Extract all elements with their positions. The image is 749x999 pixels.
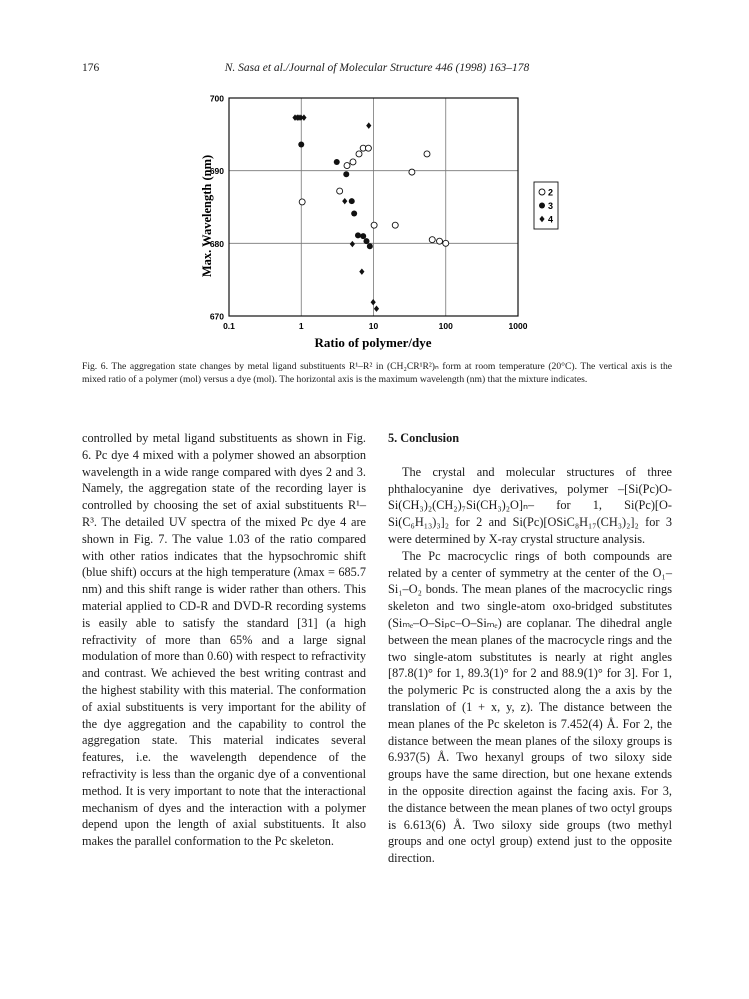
data-point-series-2 <box>392 222 398 228</box>
y-tick-label: 700 <box>209 93 224 104</box>
data-point-series-4 <box>371 299 376 305</box>
data-point-series-3 <box>349 198 355 204</box>
y-tick-label: 690 <box>209 166 224 177</box>
data-point-series-2 <box>356 151 362 157</box>
body-paragraph: controlled by metal ligand substituents as shown in Fig. 6. Pc dye 4 mixed with a polymer showed an absorption wavelength in a wide range compared with dyes 2 and 3. Namely, the aggregation state of the recording layer is controlled by choosing the set of axial substituents R¹–R³. The detailed UV spectra of the mixed Pc dye 4 are shown in Fig. 7. The value 1.03 of the ratio compared with other ratios indicates that the hypsochromic shift (blue shift) occurs at the high temperature (λmax = 685.7 nm) and this shift range is wider rather than others. This material applied to CD-R and DVD-R recording systems is easily able to satisfy the standard [31] (a high refractivity of more than 65% and a large signal modulation of more than 0.60) with respect to refractivity and contrast. We achieved the best writing contrast and the highest stability with this material. The conformation of axial substituents is very important for the ability of the dye aggregation and the capability to control the aggregation state. This material indicates several features, i.e. the wavelength dependence of the refractivity is less than the organic dye of a conventional method. It is very important to note that the interactional mechanism of dyes and the interaction with a polymer depend upon the length of axial substituents. It also makes the parallel conformation to the Pc skeleton. <box>82 431 366 849</box>
data-point-series-3 <box>360 233 366 239</box>
y-tick-label: 670 <box>209 311 224 322</box>
section-title: 5. Conclusion <box>388 431 460 445</box>
data-point-series-2 <box>424 151 430 157</box>
data-point-series-4 <box>359 268 364 274</box>
x-tick-label: 1000 <box>508 321 528 331</box>
data-point-series-2 <box>344 163 350 169</box>
data-point-series-2 <box>365 145 371 151</box>
data-point-series-2 <box>409 169 415 175</box>
data-point-series-3 <box>355 232 361 238</box>
right-column <box>388 430 672 867</box>
data-point-series-3 <box>343 171 349 177</box>
y-axis-label: Max. Wavelength (nm) <box>200 154 214 278</box>
data-point-series-3 <box>298 142 304 148</box>
y-tick-label: 680 <box>209 238 224 249</box>
data-point-series-3 <box>363 238 369 244</box>
legend-label: 2 <box>548 187 554 198</box>
data-point-series-2 <box>371 222 377 228</box>
data-point-series-2 <box>299 199 305 205</box>
x-axis-label: Ratio of polymer/dye <box>314 335 432 350</box>
x-tick-label: 1 <box>298 321 304 331</box>
data-point-series-4 <box>366 122 371 128</box>
figure-caption: Fig. 6. The aggregation state changes by metal ligand substituents R¹–R² in (CH₂CR¹R²)ₙ form at room temperature (20°C). The vertical axis is the mixed ratio of a polymer (mol) versus a dye (mol). The horizontal axis is the maximum wavelength (nm) that the mixture indicates. <box>82 361 672 385</box>
data-point-series-2 <box>350 159 356 165</box>
data-points <box>292 114 448 312</box>
journal-citation: N. Sasa et al./Journal of Molecular Structure 446 (1998) 163–178 <box>224 62 530 74</box>
body-paragraph: The crystal and molecular structures of three phthalocyanine dye derivatives, polymer –[Si(Pc)O-Si(CH₃)₂(CH₂)₇Si(CH₃)₂O]ₙ– for 1, Si(Pc)[O-Si(C₆H₁₃)₃]₂ for 2 and Si(Pc)[OSiC₈H₁₇(CH₃)₂]₂ for 3 were determined by X-ray crystal structure analysis. <box>388 464 672 546</box>
figure-6-chart <box>0 0 749 360</box>
legend-box <box>534 182 558 229</box>
data-point-series-3 <box>367 243 373 249</box>
data-point-series-2 <box>443 240 449 246</box>
data-point-series-2 <box>337 188 343 194</box>
body-paragraph: The Pc macrocyclic rings of both compounds are related by a center of symmetry at the center of the O₁–Si₁–O₂ bonds. The mean planes of the macrocyclic rings skeleton and two single-atom oxo-bridged substitutes (Siₘₑ–O–Siₚc–O–Siₘₑ) are coplanar. The dihedral angle between the mean planes of the macrocycle rings and the two single-atom substitutes is nearly at right angles [87.8(1)° for 1, 89.3(1)° for 2 and 88.9(1)° for 3]. For 1, the polymeric Pc is constructed along the a axis by the translation of (1 + x, y, z). The distance between the mean planes of the Pc skeleton is 7.452(4) Å. For 2, the distance between the mean planes of the siloxy groups is 6.937(5) Å. Two hexanyl groups of two siloxy side groups have the same direction, but one hexane extends in the opposite direction against the facing axis. For 3, the distance between the mean planes of two octyl groups is 6.613(6) Å. Two siloxy side groups (two methyl groups and one octyl group) extend just to the opposite direction. <box>388 548 672 866</box>
page-number: 176 <box>82 62 100 74</box>
data-point-series-3 <box>334 159 340 165</box>
data-point-series-4 <box>301 114 306 120</box>
legend-marker-3 <box>539 203 545 209</box>
data-point-series-2 <box>429 237 435 243</box>
legend-marker-2 <box>539 189 545 195</box>
legend-label: 3 <box>548 201 554 211</box>
x-tick-label: 10 <box>368 321 379 331</box>
legend <box>534 182 558 229</box>
data-point-series-4 <box>342 198 347 204</box>
legend-label: 4 <box>548 214 554 225</box>
data-point-series-2 <box>437 238 443 244</box>
chart-grid <box>229 98 518 316</box>
x-tick-label: 100 <box>438 321 453 331</box>
data-point-series-4 <box>374 306 379 312</box>
data-point-series-4 <box>350 241 355 247</box>
left-column <box>82 430 366 850</box>
data-point-series-3 <box>351 211 357 217</box>
x-tick-label: 0.1 <box>223 321 235 331</box>
x-tick-labels <box>223 321 528 331</box>
